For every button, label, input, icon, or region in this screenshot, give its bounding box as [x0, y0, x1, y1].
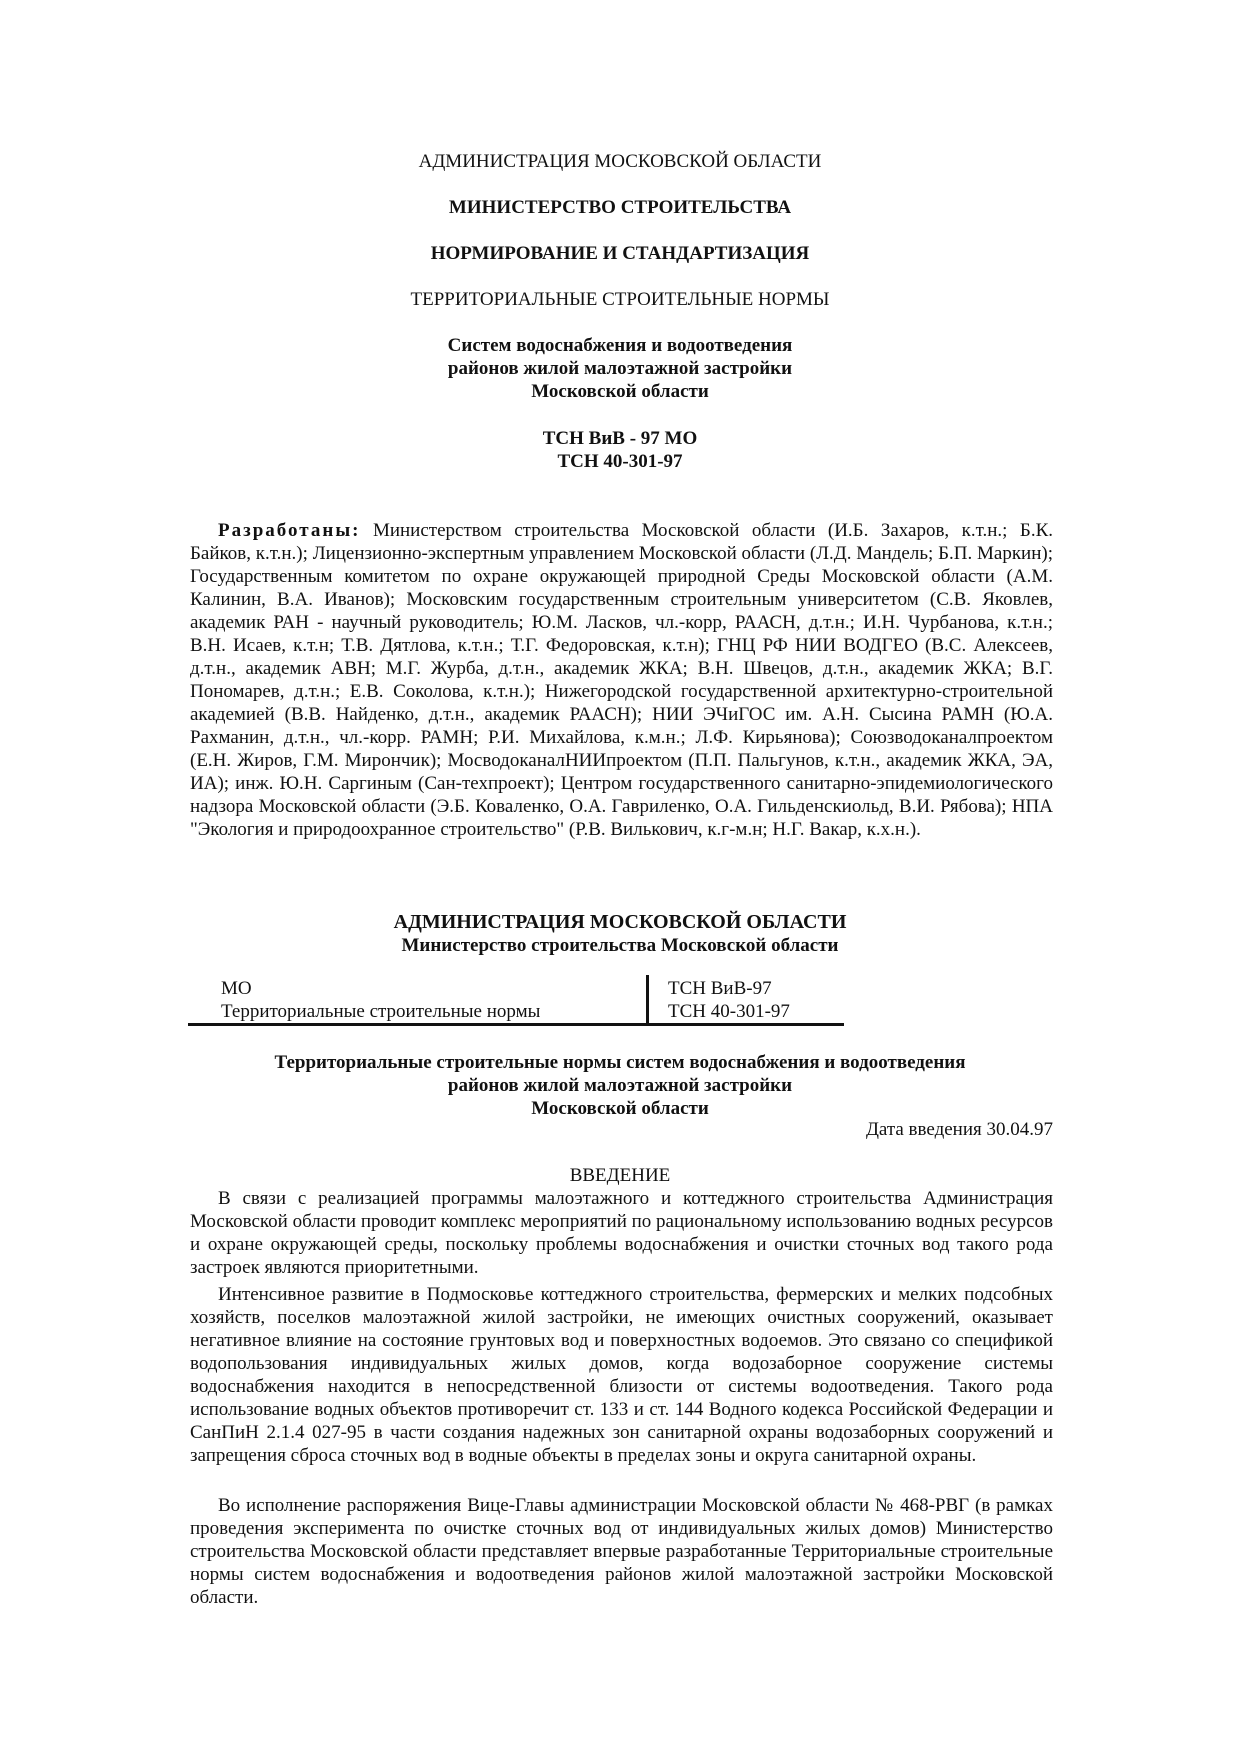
header-administration: АДМИНИСТРАЦИЯ МОСКОВСКОЙ ОБЛАСТИ: [418, 151, 822, 172]
title-line-3: Московской области: [531, 381, 709, 402]
developed-paragraph: [190, 519, 1053, 841]
doc-title-line-2: районов жилой малоэтажной застройки: [447, 1075, 793, 1096]
code-2: ТСН 40-301-97: [557, 451, 683, 472]
section2-ministry: Министерство строительства Московской области: [401, 935, 839, 956]
table-bottom-rule: [188, 1023, 844, 1026]
developed-text: Министерством строительства Московской области (И.Б. Захаров, к.т.н.; Б.К. Байков, к.т.н.); Лицензионно-экспертным управлением Московской области (Л.Д. Мандель; Б.П. Маркин); Государственным комитетом по охране окружающей природной Среды Московской области (А.М. Калинин, В.А. Иванов); Московским государственным строительным университетом (С.В. Яковлев, академик РАН - научный руководитель; Ю.М. Ласков, чл.-корр, РААСН, д.т.н.; И.Н. Чурбанова, к.т.н.; В.Н. Исаев, к.т.н; Т.В. Дятлова, к.т.н.; Т.Г. Федоровская, к.т.н); ГНЦ РФ НИИ ВОДГЕО (В.С. Алексеев, д.т.н., академик АВН; М.Г. Журба, д.т.н., академик ЖКА; В.Н. Швецов, д.т.н., академик ЖКА; В.Г. Пономарев, д.т.н.; Е.В. Соколова, к.т.н.); Нижегородской государственной архитектурно-строительной академией (В.В. Найденко, д.т.н., академик РААСН); НИИ ЭЧиГОС им. А.Н. Сысина РАМН (Ю.А. Рахманин, д.т.н., чл.-корр. РАМН; Р.И. Михайлова, к.м.н.; Л.Ф. Кирьянова); Союзводоканалпроектом (Е.Н. Жиров, Г.М. Мирончик); МосводоканалНИИпроектом (П.П. Пальгунов, к.т.н., академик ЖКА, ЭА, ИА); инж. Ю.Н. Саргиным (Сан-техпроект); Центром государственного санитарно-эпидемиологического надзора Московской области (Э.Б. Коваленко, О.А. Гавриленко, О.А. Гильденскиольд, В.И. Рябова); НПА "Экология и природоохранное строительство" (Р.В. Вилькович, к.г-м.н; Н.Г. Вакар, к.х.н.).: [190, 520, 1053, 840]
doc-title-line-3: Московской области: [531, 1098, 709, 1119]
doc-title-line-1: Территориальные строительные нормы систем водоснабжения и водоотведения: [274, 1052, 966, 1073]
effective-date: Дата введения 30.04.97: [865, 1119, 1053, 1140]
table-right-top: ТСН ВиВ-97: [668, 978, 772, 999]
code-table: [188, 975, 844, 1025]
table-left-cell: [188, 975, 649, 1023]
title-line-1: Систем водоснабжения и водоотведения: [447, 335, 793, 356]
code-1: ТСН ВиВ - 97 МО: [542, 428, 698, 449]
section2-administration: АДМИНИСТРАЦИЯ МОСКОВСКОЙ ОБЛАСТИ: [393, 911, 847, 933]
header-norms-type: ТЕРРИТОРИАЛЬНЫЕ СТРОИТЕЛЬНЫЕ НОРМЫ: [410, 289, 830, 310]
developed-label: Разработаны:: [218, 520, 361, 541]
header-standardization: НОРМИРОВАНИЕ И СТАНДАРТИЗАЦИЯ: [430, 243, 810, 264]
table-left-bottom: Территориальные строительные нормы: [221, 1001, 541, 1022]
title-line-2: районов жилой малоэтажной застройки: [447, 358, 793, 379]
table-right-cell: [649, 975, 844, 1023]
intro-paragraph-1: В связи с реализацией программы малоэтажного и коттеджного строительства Администрация Московской области проводит комплекс мероприятий по рациональному использованию водных ресурсов и охране окружающей среды, поскольку проблемы водоснабжения и очистки сточных вод такого рода застроек являются приоритетными.: [190, 1188, 1053, 1278]
intro-heading: ВВЕДЕНИЕ: [569, 1165, 671, 1186]
intro-paragraph-2: Интенсивное развитие в Подмосковье коттеджного строительства, фермерских и мелких подсобных хозяйств, поселков малоэтажной жилой застройки, не имеющих очистных сооружений, оказывает негативное влияние на состояние грунтовых вод и поверхностных водоемов. Это связано со спецификой водопользования индивидуальных жилых домов, когда водозаборное сооружение системы водоснабжения находится в непосредственной близости от системы водоотведения. Такого рода использование водных объектов противоречит ст. 133 и ст. 144 Водного кодекса Российской Федерации и СанПиН 2.1.4 027-95 в части создания надежных зон санитарной охраны водозаборных сооружений и запрещения сброса сточных вод в водные объекты в пределах зоны и округа санитарной охраны.: [190, 1284, 1053, 1466]
intro-paragraph-3: Во исполнение распоряжения Вице-Главы администрации Московской области № 468-РВГ (в рамках проведения эксперимента по очистке сточных вод от индивидуальных жилых домов) Министерство строительства Московской области представляет впервые разработанные Территориальные строительные нормы систем водоснабжения и водоотведения районов жилой малоэтажной застройки Московской области.: [190, 1495, 1053, 1608]
table-right-bottom: ТСН 40-301-97: [668, 1001, 790, 1022]
header-ministry: МИНИСТЕРСТВО СТРОИТЕЛЬСТВА: [448, 197, 792, 218]
table-left-top: МО: [221, 978, 252, 999]
